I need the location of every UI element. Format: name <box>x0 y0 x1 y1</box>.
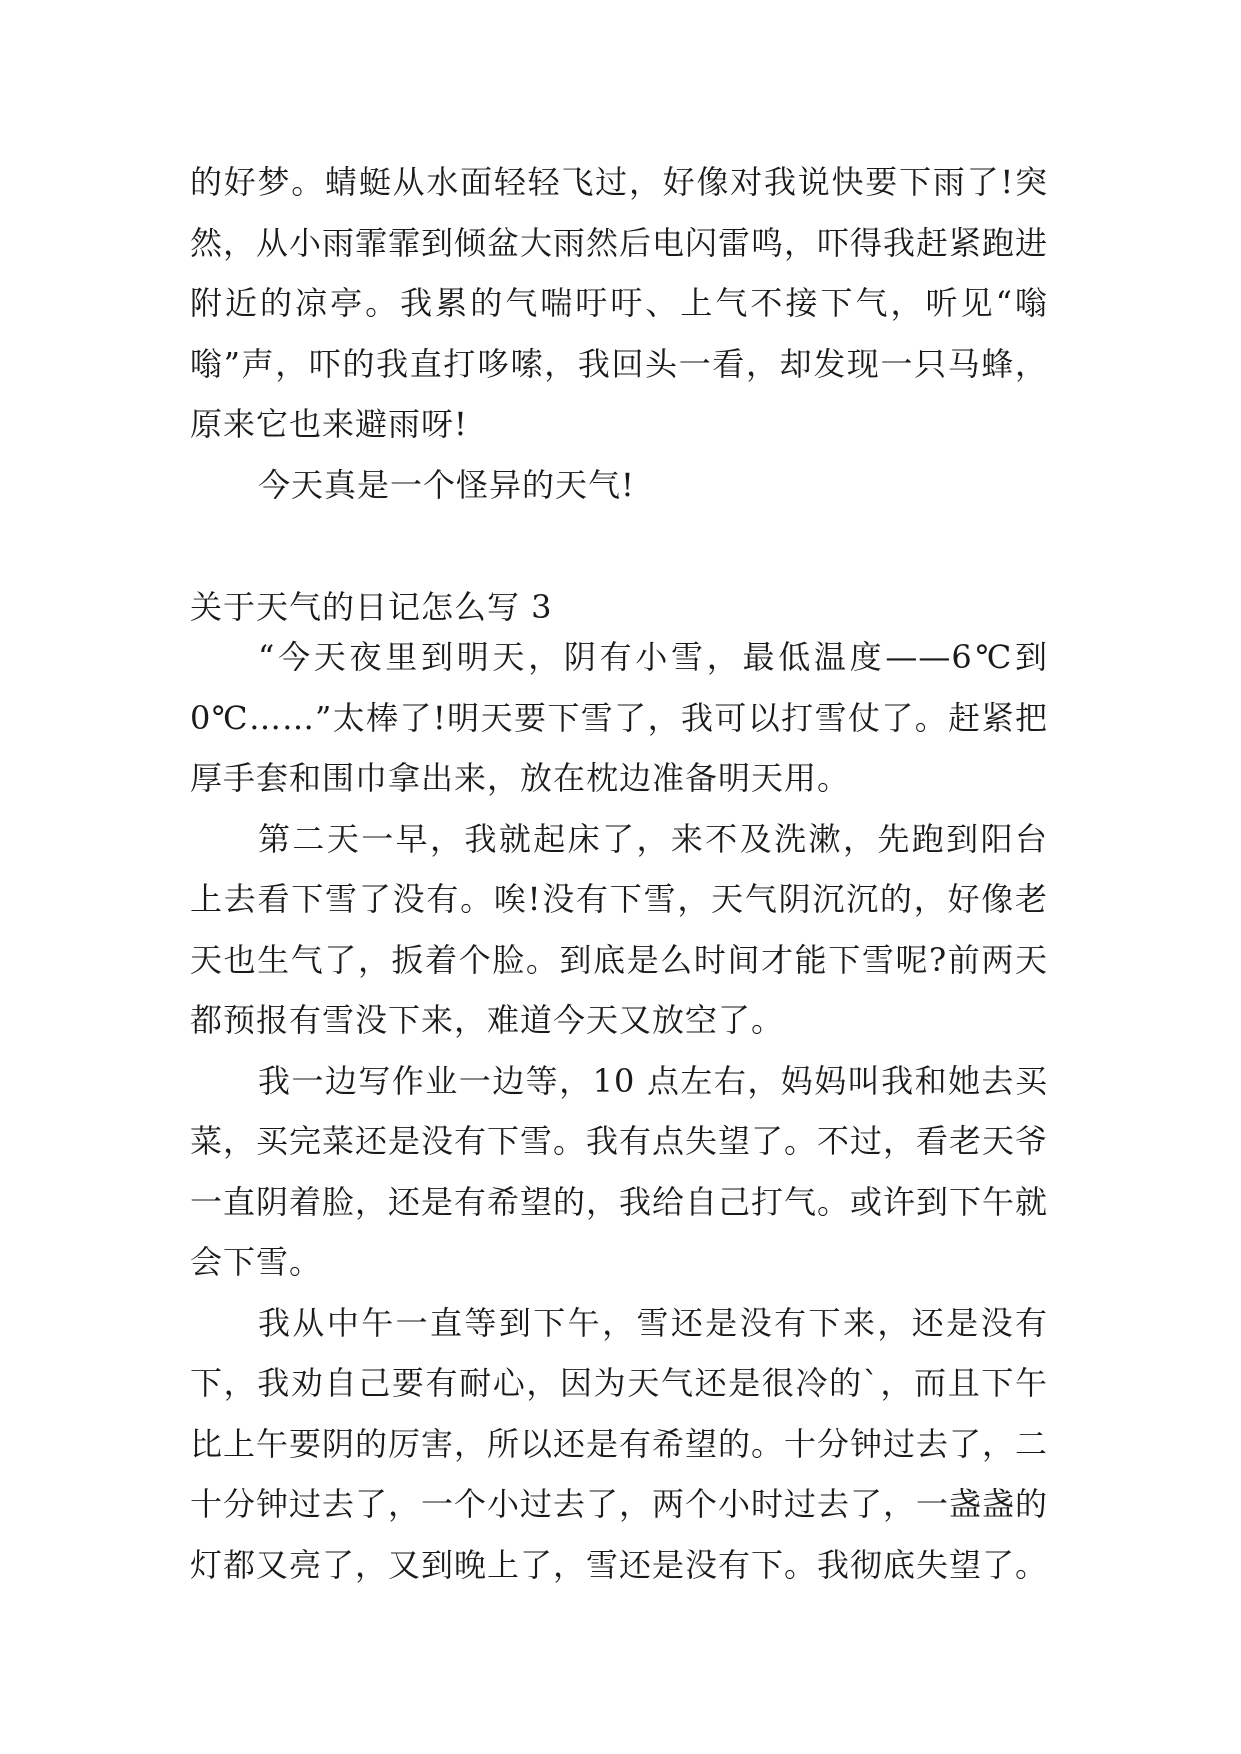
closing-paragraph <box>190 455 1048 516</box>
paragraph-text: 今天真是一个怪异的天气! <box>258 466 635 504</box>
paragraph-text: “今天夜里到明天，阴有小雪，最低温度——6℃到0℃……”太棒了!明天要下雪了，我可以打雪仗了。赶紧把厚手套和围巾拿出来，放在枕边准备明天用。 <box>190 638 1048 797</box>
paragraph-text: 第二天一早，我就起床了，来不及洗漱，先跑到阳台上去看下雪了没有。唉!没有下雪，天气阴沉沉的，好像老天也生气了，扳着个脸。到底是么时间才能下雪呢?前两天都预报有雪没下来，难道今天又放空了。 <box>190 819 1048 1039</box>
paragraph-text: 的好梦。蜻蜓从水面轻轻飞过，好像对我说快要下雨了!突然，从小雨霏霏到倾盆大雨然后电闪雷鸣，吓得我赶紧跑进附近的凉亭。我累的气喘吁吁、上气不接下气，听见“嗡嗡”声，吓的我直打哆嗦，我回头一看，却发现一只马蜂，原来它也来避雨呀! <box>190 163 1049 443</box>
paragraph-text: 我一边写作业一边等，10 点左右，妈妈叫我和她去买菜，买完菜还是没有下雪。我有点失望了。不过，看老天爷一直阴着脸，还是有希望的，我给自己打气。或许到下午就会下雪。 <box>190 1061 1049 1281</box>
section-body <box>190 627 1048 1595</box>
paragraph-text: 我从中午一直等到下午，雪还是没有下来，还是没有下，我劝自己要有耐心，因为天气还是很冷的`，而且下午比上午要阴的厉害，所以还是有希望的。十分钟过去了，二十分钟过去了，一个小过去了，两个小时过去了，一盏盏的灯都又亮了，又到晚上了，雪还是没有下。我彻底失望了。 <box>190 1303 1049 1584</box>
section-title-text: 关于天气的日记怎么写 3 <box>190 588 553 626</box>
continued-paragraph <box>190 152 1048 455</box>
